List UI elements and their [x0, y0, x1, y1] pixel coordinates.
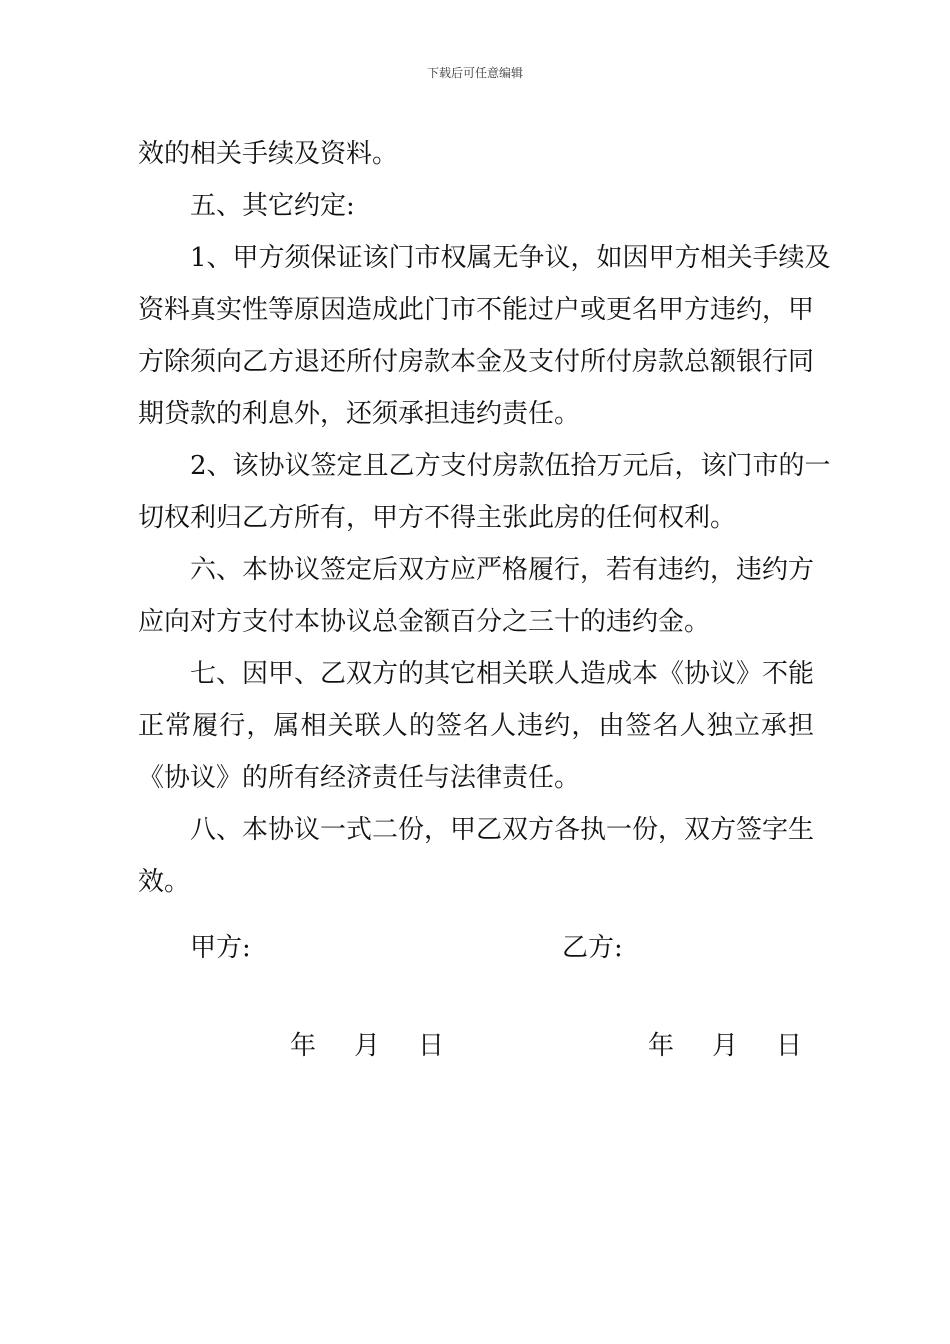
party-b-day: 日 [776, 1031, 803, 1061]
paragraph-line: 六、本协议签定后双方应严格履行，若有违约，违约方 [190, 555, 815, 585]
party-a-month: 月 [354, 1031, 381, 1061]
section-heading: 五、其它约定: [190, 191, 355, 221]
paragraph-line: 资料真实性等原因造成此门市不能过户或更名甲方违约，甲 [138, 295, 815, 325]
paragraph-line: 效。 [138, 867, 191, 897]
paragraph-line: 2、该协议签定且乙方支付房款伍拾万元后，该门市的一 [190, 451, 831, 481]
party-a-year: 年 [290, 1031, 317, 1061]
paragraph-line: 七、因甲、乙双方的其它相关联人造成本《协议》不能 [190, 659, 815, 689]
paragraph-line: 效的相关手续及资料。 [138, 139, 399, 169]
page-header: 下载后可任意编辑 [426, 66, 523, 80]
party-a-day: 日 [418, 1031, 445, 1061]
paragraph-line: 1、甲方须保证该门市权属无争议，如因甲方相关手续及 [190, 243, 831, 273]
paragraph-line: 期贷款的利息外，还须承担违约责任。 [138, 399, 581, 429]
party-b-label: 乙方: [562, 933, 623, 963]
paragraph-line: 正常履行，属相关联人的签名人违约，由签名人独立承担 [138, 711, 814, 741]
paragraph-line: 八、本协议一式二份，甲乙双方各执一份，双方签字生 [190, 815, 815, 845]
paragraph-line: 《协议》的所有经济责任与法律责任。 [138, 763, 581, 793]
paragraph-line: 切权利归乙方所有，甲方不得主张此房的任何权利。 [138, 503, 737, 533]
party-b-month: 月 [712, 1031, 739, 1061]
paragraph-line: 方除须向乙方退还所付房款本金及支付所付房款总额银行同 [138, 347, 815, 377]
party-b-year: 年 [648, 1031, 675, 1061]
party-a-label: 甲方: [190, 933, 251, 963]
paragraph-line: 应向对方支付本协议总金额百分之三十的违约金。 [138, 607, 711, 637]
agreement-body [138, 128, 831, 908]
